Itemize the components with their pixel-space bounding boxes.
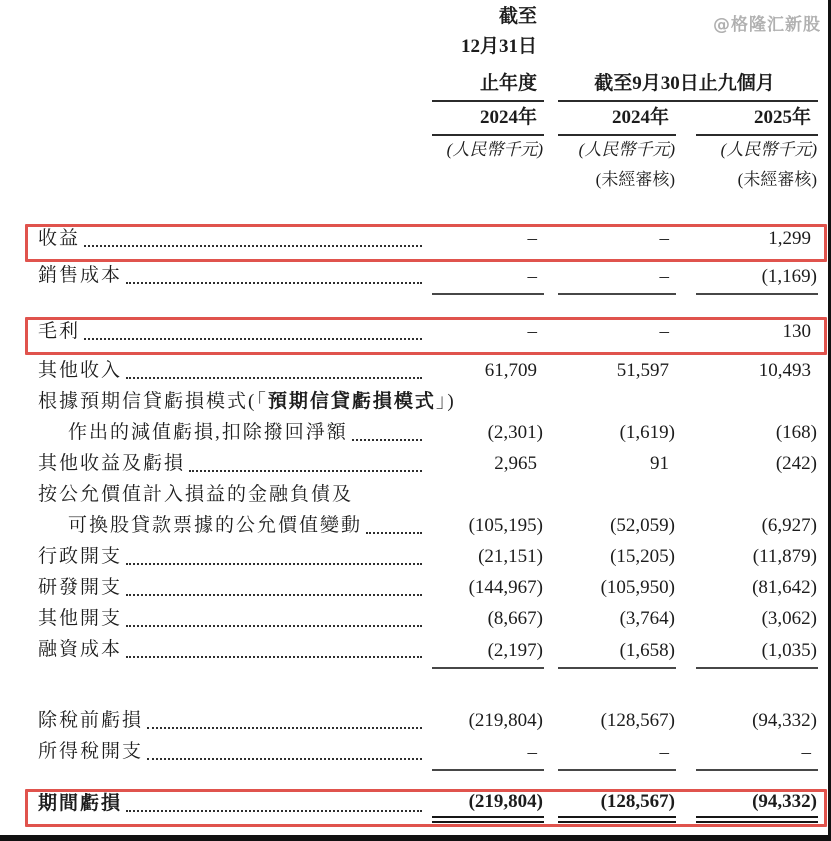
dot-leader	[352, 439, 422, 441]
cell-9m2025: 10,493	[758, 360, 811, 381]
row-label: 期間虧損	[38, 793, 123, 814]
cell-9m2024: –	[558, 742, 676, 771]
header-spacer	[38, 190, 432, 198]
cell-9m2025: (11,879)	[752, 546, 817, 567]
cell-fy2024: –	[527, 321, 537, 342]
header-years-row	[38, 102, 818, 136]
dot-leader	[126, 594, 422, 596]
watermark: @格隆汇新股	[713, 15, 821, 35]
cell-9m2024: (1,619)	[619, 422, 675, 443]
header-spacer	[38, 128, 432, 136]
cell-fy2024: (105,195)	[468, 515, 543, 536]
unaudited-note: (未經審核)	[737, 170, 817, 189]
dot-leader	[126, 377, 422, 379]
cell-fy2024: (219,804)	[468, 710, 543, 731]
cell-9m2024: 91	[650, 453, 669, 474]
cell-9m2024: (3,764)	[619, 608, 675, 629]
header-currency-row	[38, 136, 818, 168]
header-period1-line1: 截至	[498, 6, 537, 27]
cell-9m2024: (128,567)	[600, 710, 675, 731]
cell-9m2025: (6,927)	[761, 515, 817, 536]
cell-9m2024: (1,658)	[558, 640, 676, 669]
row-label-bold-term: 預期信貸虧損模式	[267, 391, 436, 412]
cell-fy2024: (2,301)	[487, 422, 543, 443]
cell-fy2024: 61,709	[484, 360, 537, 381]
row-label: 其他收入	[38, 360, 123, 381]
table-row-loss-for-period	[38, 793, 818, 823]
header-period-row-2	[38, 36, 818, 66]
row-label: 可換股貸款票據的公允價值變動	[68, 515, 363, 536]
row-label: 毛利	[38, 321, 81, 342]
cell-9m2025: (3,062)	[761, 608, 817, 629]
cell-9m2025: (94,332)	[752, 710, 817, 731]
table-row-finance-costs	[38, 638, 818, 669]
currency-note: (人民幣千元)	[446, 140, 543, 159]
cell-9m2025: (94,332)	[696, 791, 818, 823]
dot-leader	[366, 532, 422, 534]
dot-leader	[126, 282, 422, 284]
header-period2: 截至9月30日止九個月	[558, 68, 818, 102]
highlight-box-revenue	[25, 224, 827, 262]
row-label-part: 」)	[435, 391, 456, 412]
dot-leader	[126, 656, 422, 658]
header-empty	[696, 58, 818, 66]
row-label: 作出的減值虧損,扣除撥回淨額	[68, 422, 348, 443]
highlight-box-loss-for-period	[25, 789, 827, 827]
cell-9m2024: –	[659, 321, 669, 342]
cell-9m2024: (105,950)	[600, 577, 675, 598]
cell-fy2024: (21,151)	[478, 546, 543, 567]
header-unaudited-row	[38, 168, 818, 198]
header-period1-line3: 止年度	[432, 68, 544, 102]
row-label: 融資成本	[38, 639, 123, 660]
cell-9m2024: 51,597	[616, 360, 669, 381]
row-label: 行政開支	[38, 546, 123, 567]
currency-note: (人民幣千元)	[578, 140, 675, 159]
row-label: 所得稅開支	[38, 741, 144, 762]
table-row-gross-profit	[38, 321, 818, 351]
row-label: 研發開支	[38, 577, 123, 598]
cell-fy2024: (219,804)	[432, 791, 544, 823]
row-label-part: 根據預期信貸虧損模式(「	[38, 391, 268, 412]
cell-9m2025: (1,169)	[696, 266, 818, 295]
cell-9m2025: 130	[782, 321, 811, 342]
row-label: 銷售成本	[38, 265, 123, 286]
cell-fy2024: (2,197)	[432, 640, 544, 669]
header-empty	[432, 190, 544, 198]
cell-9m2025: 1,299	[768, 228, 811, 249]
cell-fy2024: –	[527, 228, 537, 249]
cell-9m2025: (1,035)	[696, 640, 818, 669]
row-label: 收益	[38, 228, 81, 249]
dot-leader	[189, 470, 422, 472]
header-period-row-3	[38, 66, 818, 102]
dot-leader	[147, 727, 422, 729]
cell-fy2024: –	[432, 266, 544, 295]
highlight-box-gross-profit	[25, 317, 827, 355]
unaudited-note: (未經審核)	[595, 170, 675, 189]
header-empty	[558, 58, 676, 66]
table-row-income-tax	[38, 740, 818, 771]
row-label: 其他收益及虧損	[38, 453, 186, 474]
cell-9m2024: –	[558, 266, 676, 295]
statement-table	[38, 6, 818, 827]
header-period-row-1	[38, 6, 818, 36]
header-period1-line2: 12月31日	[460, 36, 537, 57]
header-empty	[558, 28, 676, 36]
cell-fy2024: –	[432, 742, 544, 771]
row-label: 按公允價值計入損益的金融負債及	[38, 484, 354, 505]
currency-note: (人民幣千元)	[720, 140, 817, 159]
header-year-9m2025: 2025年	[696, 102, 818, 136]
dot-leader	[147, 758, 422, 760]
cell-9m2025: (242)	[775, 453, 817, 474]
header-spacer	[38, 58, 432, 66]
dot-leader	[126, 810, 422, 812]
table-row-cost-of-sales	[38, 264, 818, 295]
page-edge-bottom	[0, 835, 831, 841]
dot-leader	[84, 245, 422, 247]
header-spacer	[38, 94, 432, 102]
header-year-9m2024: 2024年	[558, 102, 676, 136]
dot-leader	[126, 625, 422, 627]
cell-9m2025: –	[696, 742, 818, 771]
row-label: 其他開支	[38, 608, 123, 629]
cell-9m2024: (52,059)	[610, 515, 675, 536]
cell-9m2024: –	[659, 228, 669, 249]
cell-9m2025: (168)	[775, 422, 817, 443]
cell-fy2024: (144,967)	[468, 577, 543, 598]
row-label: 除稅前虧損	[38, 710, 144, 731]
header-spacer	[38, 28, 432, 36]
header-empty	[696, 28, 818, 36]
cell-9m2024: (128,567)	[558, 791, 676, 823]
cell-9m2024: (15,205)	[610, 546, 675, 567]
cell-fy2024: 2,965	[494, 453, 537, 474]
table-row-revenue	[38, 228, 818, 258]
dot-leader	[84, 338, 422, 340]
header-year-fy2024: 2024年	[432, 102, 544, 136]
cell-fy2024: (8,667)	[487, 608, 543, 629]
dot-leader	[126, 563, 422, 565]
header-spacer	[38, 160, 432, 168]
cell-9m2025: (81,642)	[752, 577, 817, 598]
